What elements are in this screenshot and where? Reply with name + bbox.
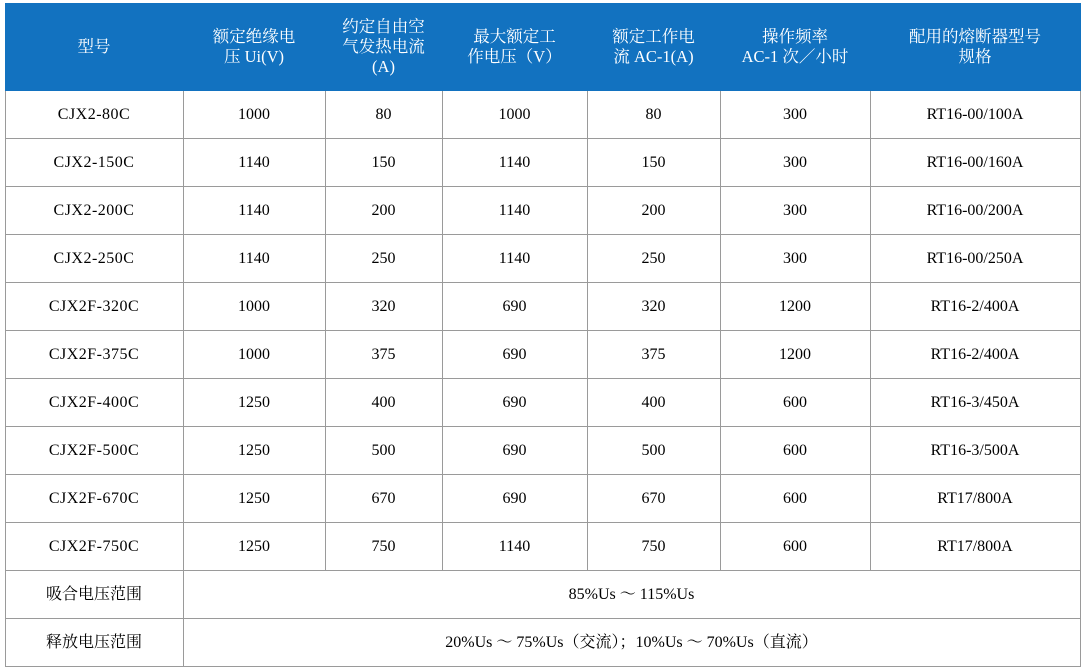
cell-operating-voltage: 1140 <box>442 187 587 235</box>
cell-operating-frequency: 1200 <box>720 331 870 379</box>
table-row-pickup-voltage-range <box>5 571 1080 619</box>
table-row <box>5 379 1080 427</box>
cell-operating-frequency: 300 <box>720 139 870 187</box>
cell-thermal-current: 750 <box>325 523 442 571</box>
cell-operating-frequency: 600 <box>720 427 870 475</box>
cell-operating-current: 200 <box>587 187 720 235</box>
column-header-rated-operating-current <box>587 4 720 91</box>
cell-model: CJX2F-400C <box>5 379 183 427</box>
cell-pickup-voltage-value: 85%Us ～ 115%Us <box>183 571 1080 619</box>
cell-thermal-current: 500 <box>325 427 442 475</box>
cell-insulation-voltage: 1000 <box>183 283 325 331</box>
cell-thermal-current: 250 <box>325 235 442 283</box>
cell-operating-frequency: 300 <box>720 187 870 235</box>
table-body <box>5 91 1080 667</box>
cell-operating-voltage: 1140 <box>442 139 587 187</box>
table-row <box>5 523 1080 571</box>
cell-insulation-voltage: 1140 <box>183 187 325 235</box>
cell-model: CJX2-250C <box>5 235 183 283</box>
cell-insulation-voltage: 1140 <box>183 139 325 187</box>
table-row <box>5 187 1080 235</box>
header-line: 型号 <box>77 36 111 56</box>
column-header-conventional-free-air-thermal-current <box>325 4 442 91</box>
cell-operating-current: 750 <box>587 523 720 571</box>
header-line: 约定自由空 <box>342 16 425 36</box>
cell-thermal-current: 80 <box>325 91 442 139</box>
cell-operating-current: 150 <box>587 139 720 187</box>
cell-fuse-type: RT16-00/160A <box>870 139 1080 187</box>
cell-thermal-current: 200 <box>325 187 442 235</box>
cell-thermal-current: 400 <box>325 379 442 427</box>
specification-table <box>5 3 1081 667</box>
cell-operating-frequency: 300 <box>720 91 870 139</box>
cell-insulation-voltage: 1250 <box>183 379 325 427</box>
cell-dropout-voltage-value: 20%Us ～ 75%Us（交流）；10%Us ～ 70%Us（直流） <box>183 619 1080 667</box>
cell-fuse-type: RT16-2/400A <box>870 283 1080 331</box>
cell-model: CJX2F-320C <box>5 283 183 331</box>
table-header <box>5 4 1080 91</box>
cell-model: CJX2F-375C <box>5 331 183 379</box>
header-line: 压 Ui(V) <box>223 47 285 66</box>
cell-insulation-voltage: 1000 <box>183 331 325 379</box>
cell-operating-voltage: 1000 <box>442 91 587 139</box>
cell-operating-current: 375 <box>587 331 720 379</box>
cell-operating-current: 500 <box>587 427 720 475</box>
cell-operating-frequency: 300 <box>720 235 870 283</box>
table-row-dropout-voltage-range <box>5 619 1080 667</box>
cell-fuse-type: RT16-00/100A <box>870 91 1080 139</box>
header-line: 流 AC-1(A) <box>613 47 694 66</box>
column-header-rated-insulation-voltage <box>183 4 325 91</box>
table-row <box>5 331 1080 379</box>
cell-fuse-type: RT16-3/500A <box>870 427 1080 475</box>
cell-model: CJX2-150C <box>5 139 183 187</box>
cell-operating-current: 400 <box>587 379 720 427</box>
header-line: 作电压（V） <box>467 47 562 66</box>
cell-operating-voltage: 690 <box>442 331 587 379</box>
column-header-max-rated-operating-voltage <box>442 4 587 91</box>
header-line: AC-1 次／小时 <box>741 47 849 66</box>
cell-insulation-voltage: 1250 <box>183 427 325 475</box>
cell-operating-current: 670 <box>587 475 720 523</box>
cell-thermal-current: 320 <box>325 283 442 331</box>
header-line: 最大额定工 <box>473 26 556 46</box>
cell-pickup-voltage-label: 吸合电压范围 <box>5 571 183 619</box>
table-row <box>5 475 1080 523</box>
header-line: (A) <box>372 57 395 77</box>
header-line: 配用的熔断器型号 <box>909 26 1041 46</box>
cell-fuse-type: RT16-2/400A <box>870 331 1080 379</box>
cell-operating-frequency: 1200 <box>720 283 870 331</box>
cell-insulation-voltage: 1140 <box>183 235 325 283</box>
header-line: 规格 <box>958 47 992 66</box>
cell-operating-voltage: 690 <box>442 475 587 523</box>
header-line: 操作频率 <box>762 26 828 46</box>
cell-model: CJX2F-670C <box>5 475 183 523</box>
cell-operating-voltage: 690 <box>442 379 587 427</box>
cell-model: CJX2F-500C <box>5 427 183 475</box>
cell-fuse-type: RT16-00/250A <box>870 235 1080 283</box>
cell-operating-current: 320 <box>587 283 720 331</box>
cell-operating-frequency: 600 <box>720 475 870 523</box>
cell-insulation-voltage: 1000 <box>183 91 325 139</box>
header-line: 气发热电流 <box>342 36 425 56</box>
cell-model: CJX2-80C <box>5 91 183 139</box>
header-line: 额定工作电 <box>612 26 695 46</box>
column-header-operating-frequency <box>720 4 870 91</box>
cell-model: CJX2F-750C <box>5 523 183 571</box>
table-row <box>5 427 1080 475</box>
cell-fuse-type: RT17/800A <box>870 475 1080 523</box>
table-row <box>5 283 1080 331</box>
cell-operating-voltage: 1140 <box>442 523 587 571</box>
cell-model: CJX2-200C <box>5 187 183 235</box>
cell-operating-voltage: 1140 <box>442 235 587 283</box>
cell-fuse-type: RT16-3/450A <box>870 379 1080 427</box>
cell-fuse-type: RT16-00/200A <box>870 187 1080 235</box>
cell-insulation-voltage: 1250 <box>183 475 325 523</box>
cell-operating-frequency: 600 <box>720 379 870 427</box>
column-header-fuse-type <box>870 4 1080 91</box>
cell-thermal-current: 670 <box>325 475 442 523</box>
column-header-model <box>5 4 183 91</box>
cell-fuse-type: RT17/800A <box>870 523 1080 571</box>
table-row <box>5 235 1080 283</box>
cell-operating-current: 250 <box>587 235 720 283</box>
cell-insulation-voltage: 1250 <box>183 523 325 571</box>
cell-thermal-current: 150 <box>325 139 442 187</box>
cell-operating-current: 80 <box>587 91 720 139</box>
table-row <box>5 91 1080 139</box>
cell-operating-voltage: 690 <box>442 427 587 475</box>
table-row <box>5 139 1080 187</box>
cell-operating-frequency: 600 <box>720 523 870 571</box>
header-line: 额定绝缘电 <box>212 26 296 46</box>
cell-operating-voltage: 690 <box>442 283 587 331</box>
header-row <box>5 4 1080 91</box>
cell-dropout-voltage-label: 释放电压范围 <box>5 619 183 667</box>
cell-thermal-current: 375 <box>325 331 442 379</box>
